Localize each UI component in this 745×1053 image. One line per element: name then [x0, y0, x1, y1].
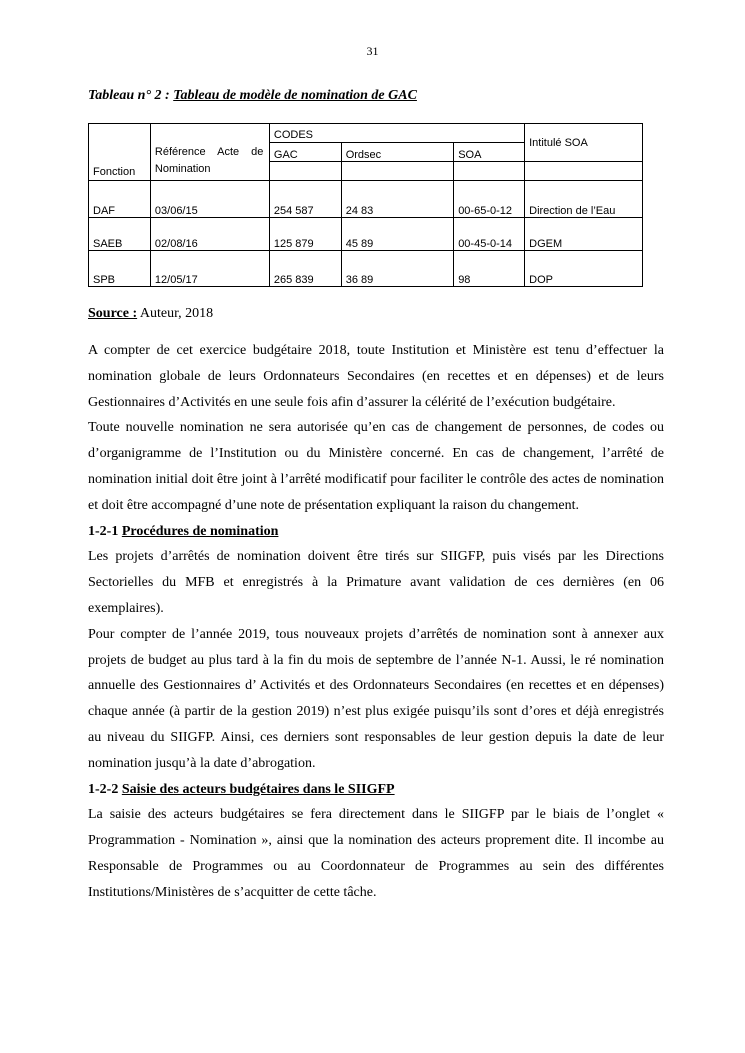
heading-title: Procédures de nomination	[121, 523, 279, 539]
cell-date: 02/08/16	[150, 218, 269, 251]
cell-fonction: SAEB	[89, 218, 151, 251]
header-fonction: Fonction	[89, 124, 151, 181]
empty-cell	[341, 162, 453, 181]
cell-intitule: DGEM	[525, 218, 643, 251]
nomination-table	[88, 123, 643, 287]
paragraph-3: Les projets d’arrêtés de nomination doivent être tirés sur SIIGFP, puis visés par les Directions Sectorielles du MFB et enregistrés à la Primature avant validation de ces dernières (en 06 exemplaires).	[88, 549, 664, 616]
table-row	[89, 218, 643, 251]
cell-soa: 98	[454, 251, 525, 287]
cell-soa: 00-65-0-12	[454, 181, 525, 218]
cell-date: 03/06/15	[150, 181, 269, 218]
body-text	[88, 338, 664, 906]
heading-number: 1-2-1	[88, 523, 122, 539]
table-caption	[88, 88, 417, 104]
table-source	[88, 306, 213, 322]
table-row	[89, 181, 643, 218]
header-reference-line1: Référence Acte de	[154, 146, 264, 158]
empty-cell	[269, 162, 341, 181]
paragraph-2: Toute nouvelle nomination ne sera autorisée qu’en cas de changement de personnes, de codes ou d’organigramme de l’Institution ou du Ministère concerné. En cas de changement, l’arrêté de nomination initial doit être joint à l’arrêté modificatif pour faciliter le contrôle des actes de nomination et doit être accompagné d’une note de présentation expliquant la raison du changement.	[88, 420, 664, 513]
heading-number: 1-2-2	[88, 781, 122, 797]
header-ordsec: Ordsec	[341, 143, 453, 162]
section-heading-1-2-1	[88, 519, 664, 545]
cell-soa: 00-45-0-14	[454, 218, 525, 251]
cell-ordsec: 24 83	[341, 181, 453, 218]
cell-fonction: DAF	[89, 181, 151, 218]
cell-gac: 125 879	[269, 218, 341, 251]
table-caption-title: Tableau de modèle de nomination de GAC	[173, 88, 417, 103]
cell-gac: 254 587	[269, 181, 341, 218]
page-number: 31	[366, 44, 379, 58]
source-label: Source :	[88, 306, 138, 321]
heading-title: Saisie des acteurs budgétaires dans le SIIGFP	[121, 781, 395, 797]
empty-cell	[454, 162, 525, 181]
cell-intitule: Direction de l’Eau	[525, 181, 643, 218]
header-soa: SOA	[454, 143, 525, 162]
paragraph-5: La saisie des acteurs budgétaires se fera directement dans le SIIGFP par le biais de l’onglet « Programmation - Nomination », ainsi que la nomination des acteurs proprement dite. Il incombe au Responsable de Programmes ou au Coordonnateur de Programmes au sein des différentes Institutions/Ministères de s’acquitter de cette tâche.	[88, 807, 664, 900]
table-caption-prefix: Tableau n° 2 :	[88, 88, 174, 103]
cell-gac: 265 839	[269, 251, 341, 287]
cell-fonction: SPB	[89, 251, 151, 287]
header-intitule: Intitulé SOA	[525, 124, 643, 162]
source-text: Auteur, 2018	[137, 306, 214, 321]
table-row	[89, 251, 643, 287]
cell-date: 12/05/17	[150, 251, 269, 287]
header-reference-line2: Nomination	[154, 163, 211, 175]
cell-intitule: DOP	[525, 251, 643, 287]
header-codes: CODES	[269, 124, 524, 143]
empty-cell	[525, 162, 643, 181]
header-gac: GAC	[269, 143, 341, 162]
cell-ordsec: 45 89	[341, 218, 453, 251]
paragraph-4: Pour compter de l’année 2019, tous nouveaux projets d’arrêtés de nomination sont à annexer aux projets de budget au plus tard à la fin du mois de septembre de l’année N-1. Aussi, le ré nomination annuelle des Gestionnaires d’ Activités et des Ordonnateurs Secondaires (en recettes et en dépenses) chaque année (à partir de la gestion 2019) n’est plus exigée puisqu’ils sont d’ores et déjà enregistrés au niveau du SIIGFP. Ainsi, ces derniers sont responsables de leur gestion depuis la date de leur nomination jusqu’à la date d’abrogation.	[88, 626, 664, 771]
cell-ordsec: 36 89	[341, 251, 453, 287]
section-heading-1-2-2	[88, 777, 664, 803]
table-header-row-1	[89, 124, 643, 143]
paragraph-1: A compter de cet exercice budgétaire 2018, toute Institution et Ministère est tenu d’effectuer la nomination globale de leurs Ordonnateurs Secondaires (en recettes et en dépenses) et de leurs Gestionnaires d’Activités en une seule fois afin d’assurer la célérité de l’exécution budgétaire.	[88, 343, 664, 410]
header-reference	[150, 124, 269, 181]
